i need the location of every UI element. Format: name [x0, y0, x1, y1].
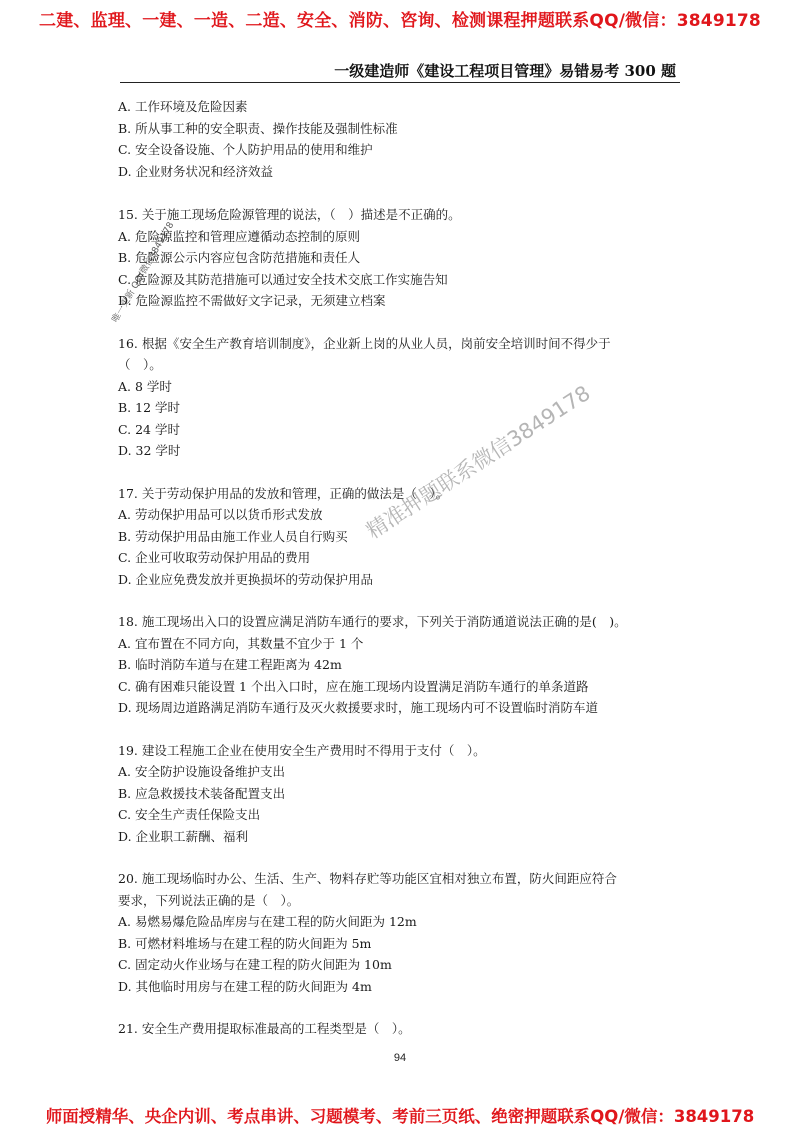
question-text-continued: （ ）。	[118, 357, 162, 372]
question-21	[118, 1018, 684, 1040]
option-c: C. 危险源及其防范措施可以通过安全技术交底工作实施告知	[118, 271, 448, 287]
page-number: 94	[393, 1052, 407, 1064]
question-text: 19. 建设工程施工企业在使用安全生产费用时不得用于支付（ ）。	[118, 742, 486, 758]
option-b: B. 危险源公示内容应包含防范措施和责任人	[118, 250, 361, 265]
header-divider	[120, 82, 680, 83]
question-text: 20. 施工现场临时办公、生活、生产、物料存贮等功能区宜相对独立布置，防火间距应符合	[118, 871, 617, 886]
option-a: A. 劳动保护用品可以以货币形式发放	[118, 507, 323, 522]
option-a: A. 易燃易爆危险品库房与在建工程的防火间距为 12m	[118, 914, 417, 929]
question-text: 16. 根据《安全生产教育培训制度》，企业新上岗的从业人员，岗前安全培训时间不得少于	[118, 335, 611, 351]
option-c: C. 安全设备设施、个人防护用品的使用和维护	[118, 142, 373, 157]
question-text: 17. 关于劳动保护用品的发放和管理，正确的做法是（ ）。	[118, 485, 449, 501]
page-content	[118, 96, 684, 1040]
question-19	[118, 740, 684, 848]
option-d: D. 32 学时	[118, 443, 181, 458]
option-b: B. 12 学时	[118, 400, 181, 415]
question-20	[118, 868, 684, 997]
option-d: D. 企业职工薪酬、福利	[118, 828, 249, 844]
question-text: 21. 安全生产费用提取标准最高的工程类型是（ ）。	[118, 1021, 411, 1036]
question-text-continued: 要求，下列说法正确的是（ ）。	[118, 892, 300, 908]
document-title-header: 一级建造师《建设工程项目管理》易错易考 300 题	[334, 62, 676, 80]
option-a: A. 工作环境及危险因素	[118, 99, 248, 114]
top-banner: 二建、监理、一建、一造、二造、安全、消防、咨询、检测课程押题联系QQ/微信：3849178	[39, 11, 761, 31]
option-a: A. 安全防护设施设备维护支出	[118, 764, 285, 779]
option-d: D. 其他临时用房与在建工程的防火间距为 4m	[118, 978, 372, 994]
question-15	[118, 204, 684, 312]
option-a: A. 危险源监控和管理应遵循动态控制的原则	[118, 228, 360, 244]
option-b: B. 劳动保护用品由施工作业人员自行购买	[118, 528, 348, 544]
question-text: 18. 施工现场出入口的设置应满足消防车通行的要求，下列关于消防通道说法正确的是( )。	[118, 614, 627, 629]
bottom-banner: 师面授精华、央企内训、考点串讲、习题模考、考前三页纸、绝密押题联系QQ/微信：3849178	[45, 1107, 755, 1126]
option-c: C. 企业可收取劳动保护用品的费用	[118, 550, 311, 565]
option-c: C. 确有困难只能设置 1 个出入口时，应在施工现场内设置满足消防车通行的单条道路	[118, 678, 589, 694]
option-b: B. 临时消防车道与在建工程距离为 42m	[118, 657, 342, 672]
option-b: B. 可燃材料堆场与在建工程的防火间距为 5m	[118, 935, 372, 951]
option-a: A. 8 学时	[118, 378, 172, 394]
watermark-right: 精准押题联系微信3849178	[362, 380, 595, 544]
option-a: A. 宜布置在不同方向，其数量不宜少于 1 个	[118, 635, 364, 651]
question-text: 15. 关于施工现场危险源管理的说法，（ ）描述是不正确的。	[118, 207, 461, 222]
question-18	[118, 611, 684, 719]
option-d: D. 企业应免费发放并更换损坏的劳动保护用品	[118, 571, 374, 587]
watermark-left: 唯一更新 QQ/微信3849178	[110, 220, 177, 325]
option-c: C. 固定动火作业场与在建工程的防火间距为 10m	[118, 957, 392, 972]
option-c: C. 安全生产责任保险支出	[118, 807, 261, 822]
option-d: D. 企业财务状况和经济效益	[118, 163, 274, 179]
option-c: C. 24 学时	[118, 421, 180, 437]
option-d: D. 危险源监控不需做好文字记录，无须建立档案	[118, 293, 386, 308]
option-b: B. 应急救援技术装备配置支出	[118, 785, 286, 801]
option-d: D. 现场周边道路满足消防车通行及灭火救援要求时，施工现场内可不设置临时消防车道	[118, 700, 599, 715]
option-b: B. 所从事工种的安全职责、操作技能及强制性标准	[118, 120, 398, 136]
question-16	[118, 333, 684, 462]
carry-over-options	[118, 96, 684, 182]
